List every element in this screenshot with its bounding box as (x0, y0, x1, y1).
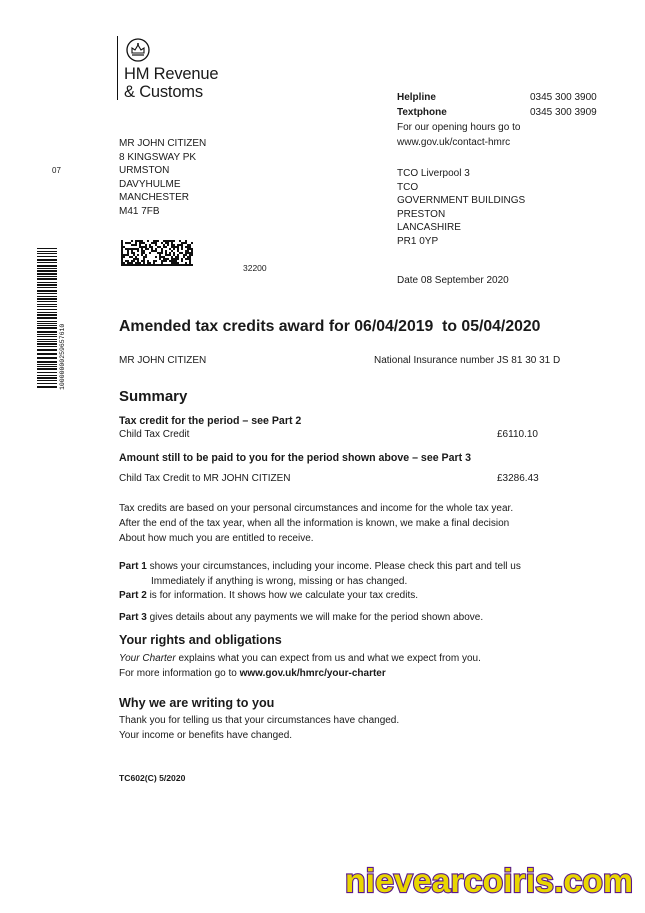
national-insurance-number: National Insurance number JS 81 30 31 D (374, 355, 561, 366)
logo-name-line2: & Customs (124, 83, 203, 101)
charter-line (119, 651, 589, 666)
claimant-name: MR JOHN CITIZEN (119, 355, 207, 366)
address-line: 8 KINGSWAY PK (119, 151, 197, 163)
textphone-label: Textphone (397, 107, 447, 118)
amount-to-pay-label: Child Tax Credit to MR JOHN CITIZEN (119, 473, 291, 484)
why-body (119, 713, 589, 743)
amount-to-pay-heading: Amount still to be paid to you for the period shown above – see Part 3 (119, 452, 471, 464)
logo-name-line1: HM Revenue (124, 65, 219, 83)
svg-text:nievearcoiris.com: nievearcoiris.com (345, 862, 633, 899)
address-line: M41 7FB (119, 205, 160, 217)
barcode-digits (58, 250, 66, 390)
reference-number: 32200 (243, 263, 267, 273)
margin-mark: 07 (52, 166, 61, 175)
crown-crest-icon (126, 38, 150, 67)
address-line: MANCHESTER (119, 192, 190, 203)
part3-text: gives details about any payments we will make for the period shown above. (146, 612, 484, 623)
part1-line (119, 560, 589, 575)
office-line: TCO (397, 181, 419, 193)
office-line: PR1 0YP (397, 235, 439, 247)
intro-line: About how much you are entitled to receive. (119, 533, 314, 544)
intro-line: After the end of the tax year, when all the information is known, we make a final decision (119, 518, 510, 529)
why-line: Thank you for telling us that your circumstances have changed. (119, 715, 400, 726)
contact-block (397, 91, 612, 149)
office-line: LANCASHIRE (397, 222, 461, 233)
charter-url-link[interactable]: www.gov.uk/hmrc/your-charter (239, 668, 386, 679)
helpline-number: 0345 300 3900 (530, 92, 597, 103)
tax-credit-label: Child Tax Credit (119, 429, 190, 440)
summary-heading: Summary (119, 388, 188, 405)
address-line: DAVYHULME (119, 178, 181, 190)
office-address (397, 167, 597, 248)
office-line: TCO Liverpool 3 (397, 168, 470, 179)
intro-paragraph (119, 501, 589, 546)
svg-text:10000000259657610: 10000000259657610 (59, 323, 66, 390)
intro-line: Tax credits are based on your personal circumstances and income for the whole tax year. (119, 503, 514, 514)
address-line: MR JOHN CITIZEN (119, 138, 207, 149)
office-line: PRESTON (397, 208, 446, 220)
helpline-label: Helpline (397, 92, 436, 103)
office-line: GOVERNMENT BUILDINGS (397, 195, 526, 206)
amount-to-pay-amount: £3286.43 (497, 473, 539, 484)
recipient-address (119, 137, 289, 218)
data-matrix-code (121, 240, 193, 266)
part3-label: Part 3 (119, 612, 147, 623)
tax-credit-heading: Tax credit for the period – see Part 2 (119, 415, 302, 427)
rights-body (119, 651, 589, 681)
document-title: Amended tax credits award for 06/04/2019 to 05/04/2020 (119, 318, 541, 335)
opening-hours-text: For our opening hours go to (397, 122, 521, 133)
rights-heading: Your rights and obligations (119, 633, 282, 647)
more-info-text: For more information go to (119, 668, 240, 679)
letter-date: Date 08 September 2020 (397, 275, 509, 286)
part2-text: is for information. It shows how we calculate your tax credits. (146, 590, 419, 601)
part1-text: shows your circumstances, including your income. Please check this part and tell us (146, 561, 521, 572)
address-line: URMSTON (119, 165, 170, 176)
form-code: TC602(C) 5/2020 (119, 773, 186, 783)
part1-continuation: Immediately if anything is wrong, missing or has changed. (151, 575, 408, 587)
tax-credit-amount: £6110.10 (497, 429, 538, 440)
charter-text: explains what you can expect from us and what we expect from you. (175, 653, 481, 664)
why-heading: Why we are writing to you (119, 696, 275, 710)
more-info-line (119, 666, 589, 681)
parts-explanation (119, 560, 589, 604)
textphone-number: 0345 300 3909 (530, 107, 597, 118)
why-line: Your income or benefits have changed. (119, 730, 293, 741)
watermark (345, 860, 635, 900)
charter-title: Your Charter (119, 653, 176, 664)
logo-rule (117, 36, 118, 100)
part2-line (119, 589, 589, 604)
part1-label: Part 1 (119, 561, 147, 572)
part2-label: Part 2 (119, 590, 147, 601)
part3-line (119, 611, 589, 625)
contact-url-link[interactable]: www.gov.uk/contact-hmrc (397, 136, 511, 148)
